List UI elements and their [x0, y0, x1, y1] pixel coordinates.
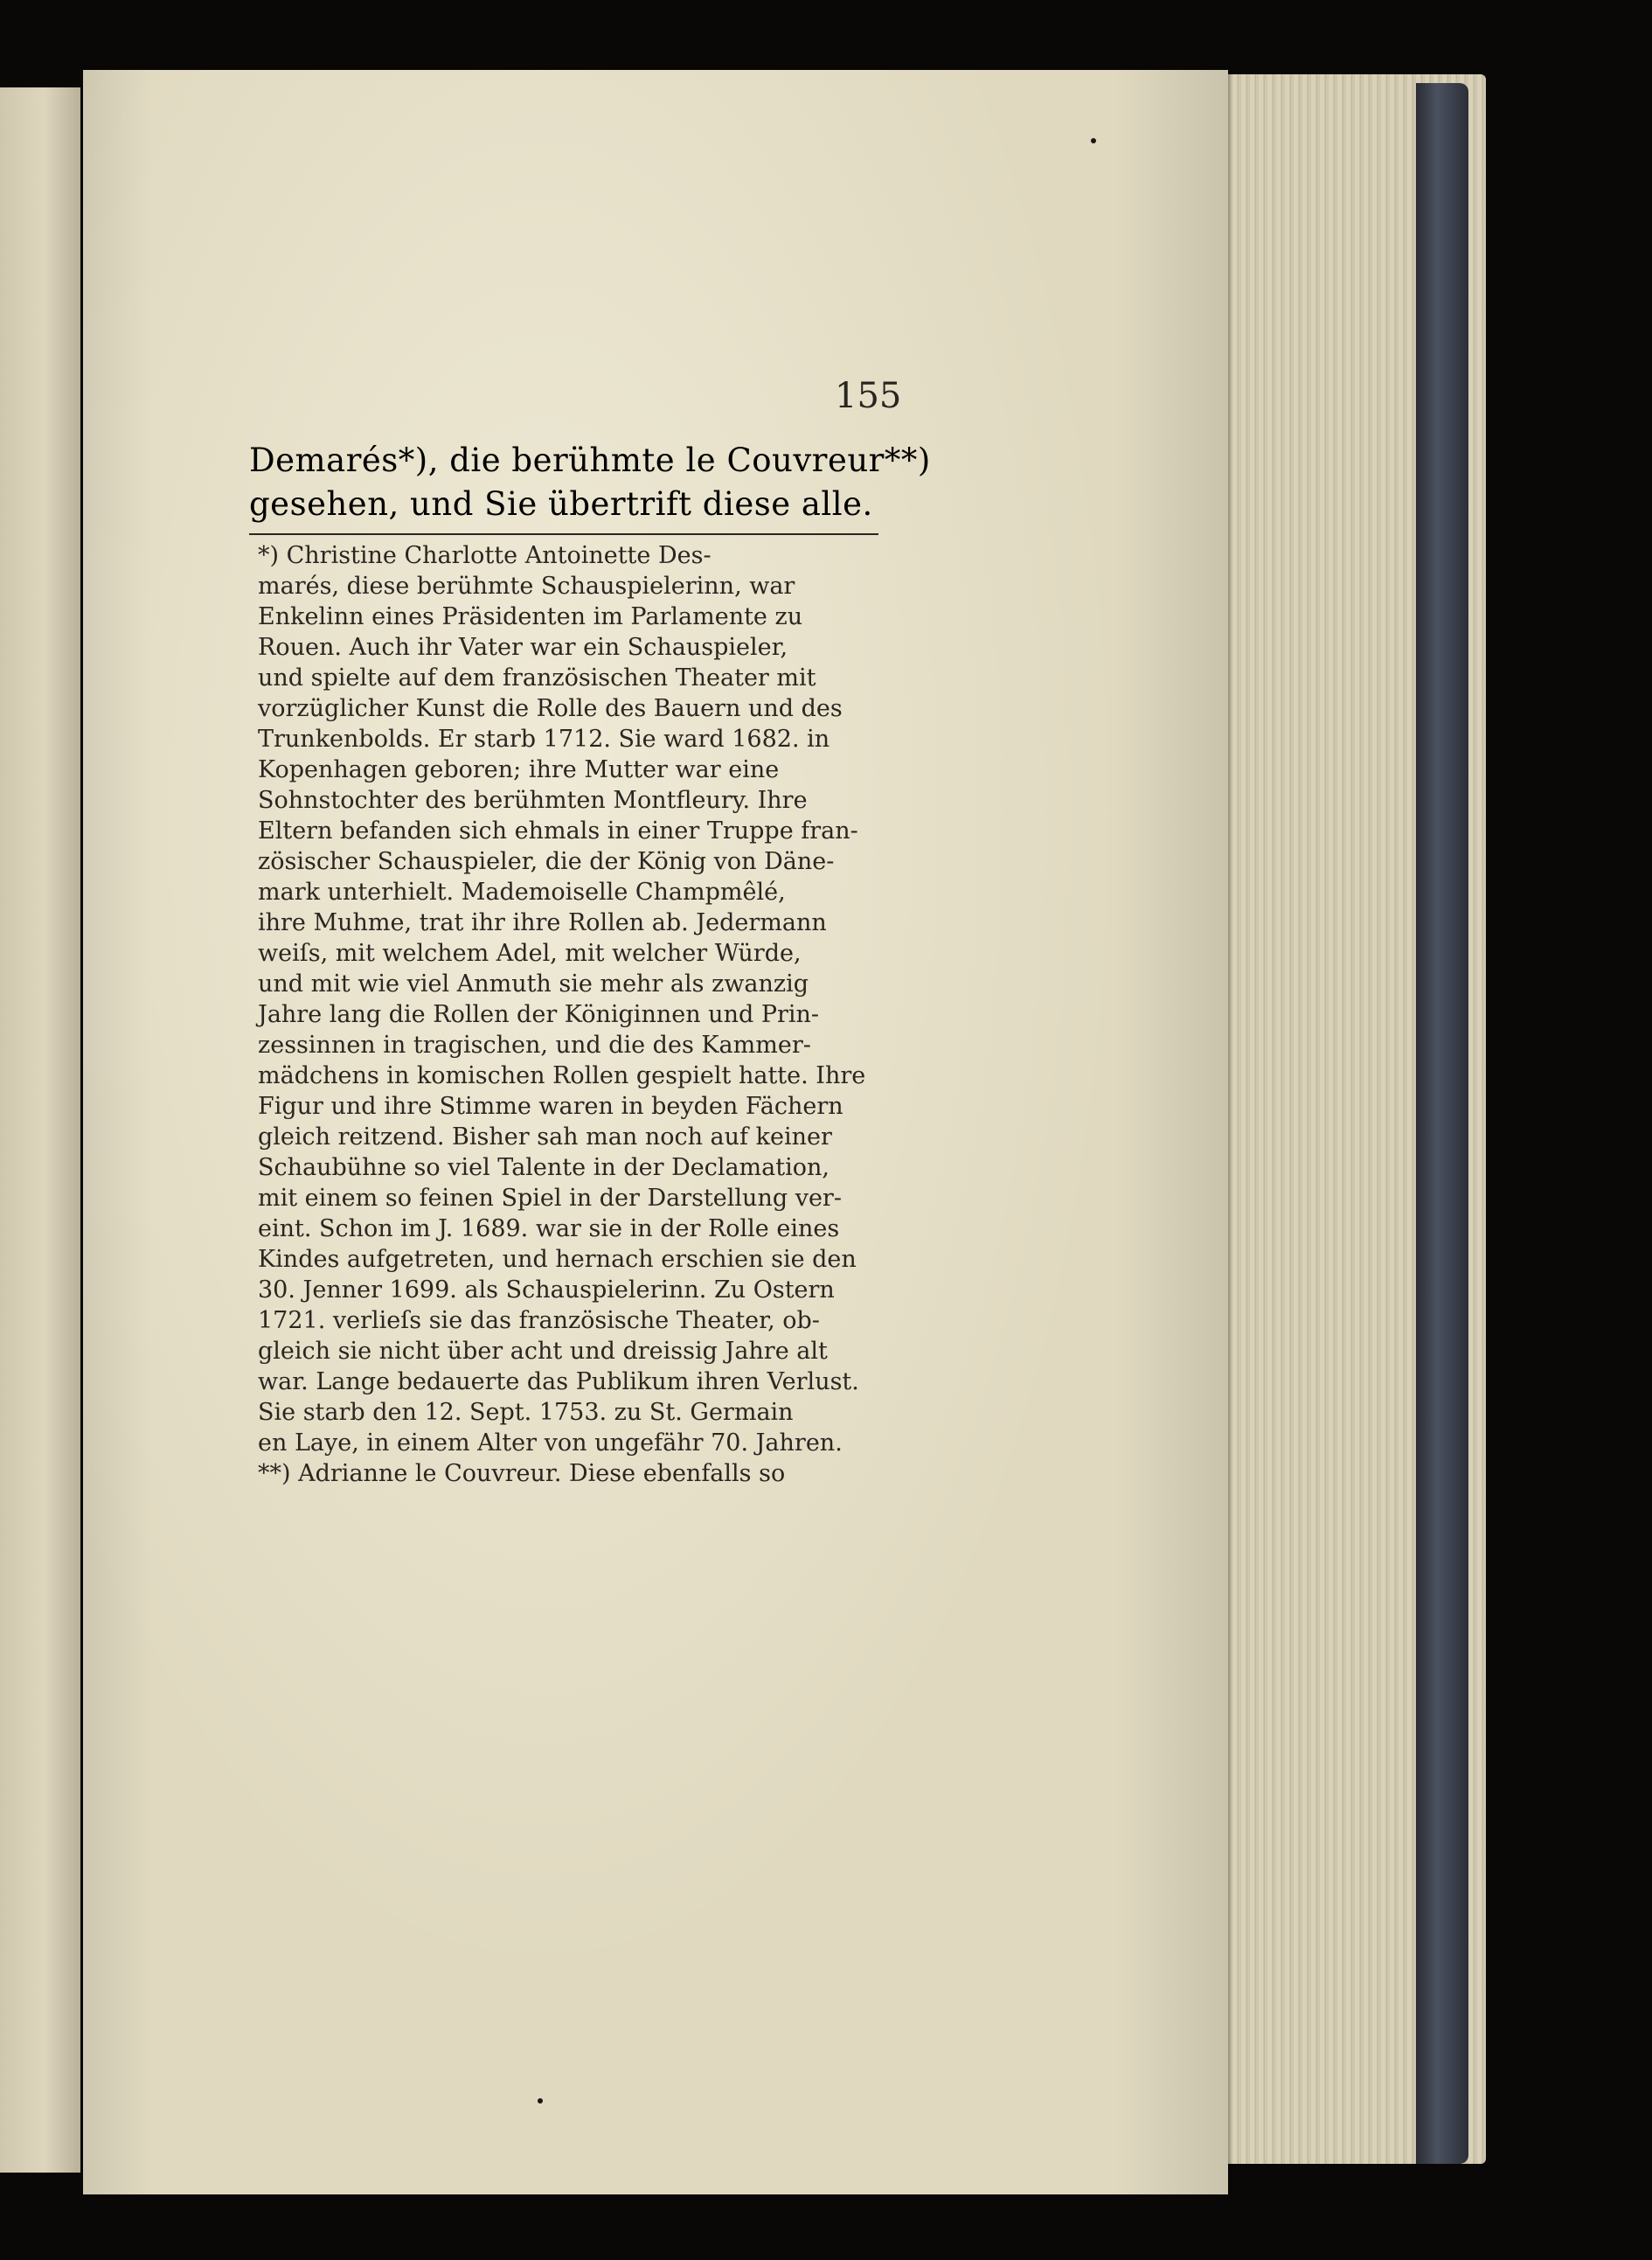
footnote-line: mit einem so feinen Spiel in der Darstellung ver- — [258, 1185, 842, 1212]
footnote-line: vorzüglicher Kunst die Rolle des Bauern und des — [258, 695, 843, 722]
footnote-line: Schaubühne so viel Talente in der Declamation, — [258, 1154, 829, 1181]
footnote-line: marés, diese berühmte Schauspielerinn, war — [258, 573, 795, 600]
footnote-line: *) Christine Charlotte Antoinette Des- — [258, 542, 711, 569]
page-number: 155 — [835, 376, 902, 416]
footnote-line: 30. Jenner 1699. als Schauspielerinn. Zu Ostern — [258, 1276, 835, 1304]
paper-speck — [1091, 138, 1096, 143]
footnote-line: Trunkenbolds. Er starb 1712. Sie ward 1682. in — [258, 726, 830, 753]
main-text-line: gesehen, und Sie übertrift diese alle. — [249, 485, 873, 523]
footnote-line: gleich reitzend. Bisher sah man noch auf keiner — [258, 1123, 832, 1151]
footnote-line: Figur und ihre Stimme waren in beyden Fächern — [258, 1093, 843, 1120]
footnote-line: Kopenhagen geboren; ihre Mutter war eine — [258, 756, 780, 783]
footnote-line: 1721. verlieſs sie das französische Theater, ob- — [258, 1307, 820, 1334]
footnote-line: Sie starb den 12. Sept. 1753. zu St. Germain — [258, 1399, 794, 1426]
footnote-line: zessinnen in tragischen, und die des Kammer- — [258, 1032, 811, 1059]
paper-speck — [538, 2098, 543, 2104]
footnote-line: weiſs, mit welchem Adel, mit welcher Würde, — [258, 940, 802, 967]
book-cover-edge — [1416, 83, 1468, 2164]
book-page — [83, 70, 1228, 2194]
footnote-line: und spielte auf dem französischen Theater mit — [258, 664, 816, 692]
main-text-line: Demarés*), die berühmte le Couvreur**) — [249, 442, 931, 479]
left-page-edge — [0, 87, 80, 2173]
footnote-line: Eltern befanden sich ehmals in einer Truppe fran- — [258, 817, 858, 845]
footnote-line: zösischer Schauspieler, die der König von Däne- — [258, 848, 835, 875]
footnote-line: Sohnstochter des berühmten Montfleury. Ihre — [258, 787, 808, 814]
footnote-line: gleich sie nicht über acht und dreissig Jahre alt — [258, 1338, 828, 1365]
footnote-line: und mit wie viel Anmuth sie mehr als zwanzig — [258, 970, 809, 998]
footnote-line: Rouen. Auch ihr Vater war ein Schauspieler, — [258, 634, 788, 661]
footnote-line: Jahre lang die Rollen der Königinnen und Prin- — [258, 1001, 820, 1028]
footnote-line: en Laye, in einem Alter von ungefähr 70. Jahren. — [258, 1429, 843, 1457]
footnote-rule — [249, 533, 878, 535]
footnote-line: Enkelinn eines Präsidenten im Parlamente zu — [258, 603, 803, 630]
footnote-line: mark unterhielt. Mademoiselle Champmêlé, — [258, 879, 786, 906]
footnote-line: war. Lange bedauerte das Publikum ihren Verlust. — [258, 1368, 859, 1395]
footnote-line: **) Adrianne le Couvreur. Diese ebenfalls so — [258, 1460, 786, 1487]
footnote-line: eint. Schon im J. 1689. war sie in der Rolle eines — [258, 1215, 840, 1242]
footnote-line: mädchens in komischen Rollen gespielt hatte. Ihre — [258, 1062, 866, 1089]
footnote-line: Kindes aufgetreten, und hernach erschien sie den — [258, 1246, 857, 1273]
footnote-line: ihre Muhme, trat ihr ihre Rollen ab. Jedermann — [258, 909, 827, 936]
